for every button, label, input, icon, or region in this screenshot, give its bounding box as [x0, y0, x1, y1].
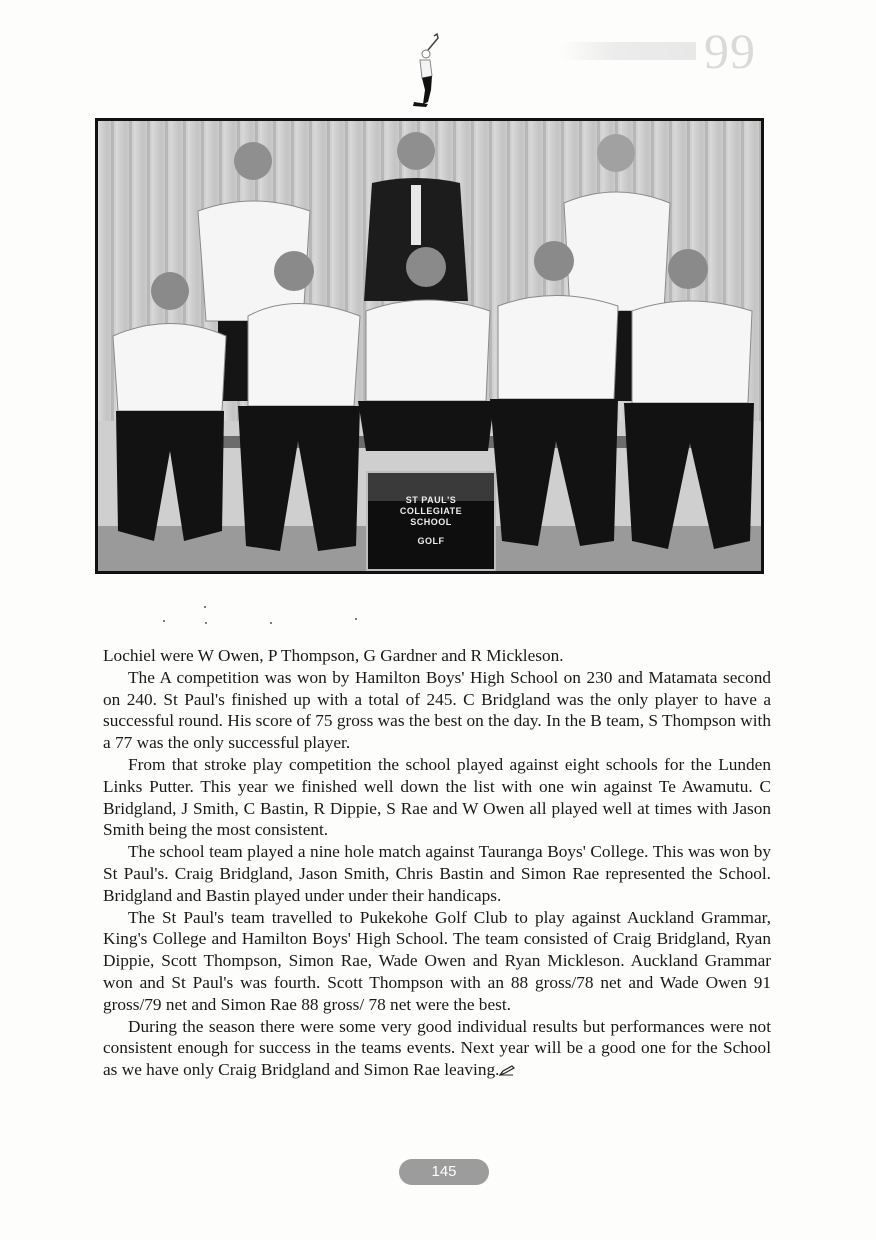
golfer-silhouette-icon [404, 32, 444, 108]
page-number: 145 [399, 1159, 489, 1185]
article-body [103, 645, 771, 1081]
speck [270, 622, 272, 624]
paragraph-6-text: During the season there were some very good individual results but performances were not consistent enough for success in the teams events. Next year will be a good one for the School as we have only Craig Bridgland and Simon Rae leaving. [103, 1016, 771, 1080]
sign-line-3: SCHOOL [410, 517, 452, 527]
team-photo [95, 118, 764, 574]
paragraph-4: The school team played a nine hole match against Tauranga Boys' College. This was won by St Paul's. Craig Bridgland, Jason Smith, Chris Bastin and Simon Rae represented the School. Bridgland and Bastin played under under their handicaps. [103, 842, 771, 905]
speck [205, 622, 207, 624]
speck [163, 620, 165, 622]
print-specks [0, 606, 876, 626]
paragraph-5: The St Paul's team travelled to Pukekohe Golf Club to play against Auckland Grammar, King's College and Hamilton Boys' High School. The team consisted of Craig Bridgland, Ryan Dippie, Scott Thompson, Simon Rae, Wade Owen and Ryan Mickleson. Auckland Grammar won and St Paul's was fourth. Scott Thompson with an 88 gross/78 net and Wade Owen 91 gross/79 net and Simon Rae 88 gross/ 78 net were the best. [103, 907, 771, 1014]
pen-icon [499, 1065, 515, 1076]
sign-line-2: COLLEGIATE [399, 506, 463, 516]
sign-line-1: ST PAUL'S [405, 495, 457, 505]
speck [204, 606, 206, 608]
team-sign [366, 471, 496, 571]
paragraph-6 [103, 1016, 771, 1081]
paragraph-3: From that stroke play competition the school played against eight schools for the Lunden Links Putter. This year we finished well down the list with one win against Te Awamutu. C Bridgland, J Smith, C Bastin, R Dippie, S Rae and W Owen all played well at times with Jason Smith being the most consistent. [103, 754, 771, 840]
paragraph-1: Lochiel were W Owen, P Thompson, G Gardner and R Mickleson. [103, 646, 564, 665]
year-mark: 99 [704, 23, 756, 79]
sign-line-4: GOLF [417, 536, 445, 546]
speck [355, 618, 357, 620]
faded-header-band [560, 42, 696, 60]
paragraph-2: The A competition was won by Hamilton Boys' High School on 230 and Matamata second on 240. St Paul's finished up with a total of 245. C Bridgland was the only player to have a successful round. His score of 75 gross was the best on the day. In the B team, S Thompson with a 77 was the only successful player. [103, 667, 771, 753]
